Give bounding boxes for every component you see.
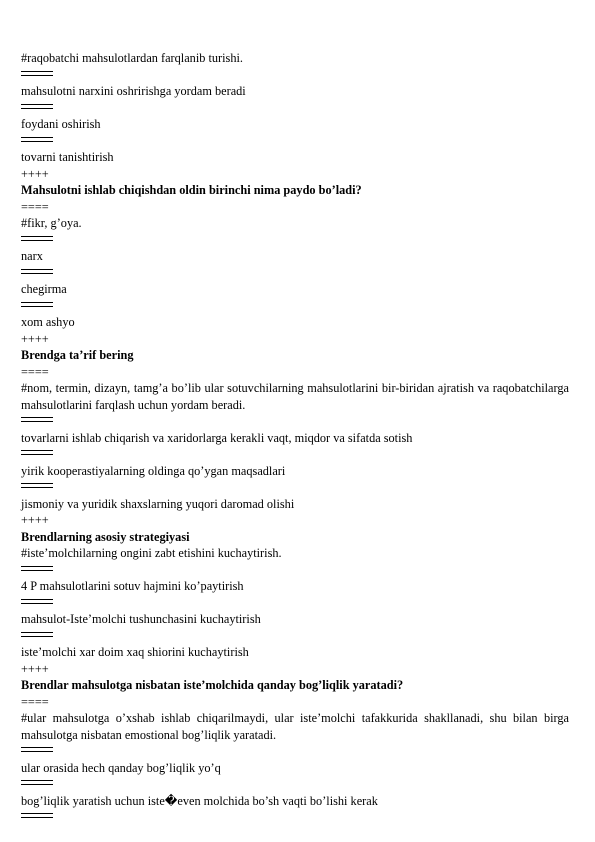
answer-option: ====	[21, 694, 49, 709]
answer-option: #iste’molchilarning ongini zabt etishini kuchaytirish.	[21, 546, 282, 560]
question-delimiter: ++++	[21, 331, 49, 346]
question-text: Mahsulotni ishlab chiqishdan oldin birinchi nima paydo bo’ladi?	[21, 183, 362, 197]
separator-line	[21, 743, 569, 760]
answer-option: xom ashyo	[21, 315, 75, 329]
separator-line	[21, 232, 569, 249]
separator-line	[21, 628, 569, 645]
answer-option: mahsulotni narxini oshririshga yordam beradi	[21, 84, 246, 98]
answer-option: foydani oshirish	[21, 117, 101, 131]
question-delimiter: ++++	[21, 166, 49, 181]
separator-line	[21, 446, 569, 463]
answer-paragraph: #nom, termin, dizayn, tamg’a bo’lib ular sotuvchilarning mahsulotlarini bir-biridan ajratish va raqobatchilarga mahsulotlarini farqlash uchun yordam beradi.	[21, 381, 569, 412]
question-delimiter: ++++	[21, 513, 49, 527]
separator-line	[21, 479, 569, 496]
answer-option: bog’liqlik yaratish uchun iste�even molchida bo’sh vaqti bo’lishi kerak	[21, 793, 378, 808]
answer-option: yirik kooperastiyalarning oldinga qo’ygan maqsadlari	[21, 463, 286, 478]
answer-option: tovarni tanishtirish	[21, 150, 114, 164]
answer-option: iste’molchi xar doim xaq shiorini kuchaytirish	[21, 645, 249, 659]
answer-option: mahsulot-Iste’molchi tushunchasini kuchaytirish	[21, 612, 261, 626]
question-text: Brendlar mahsulotga nisbatan iste’molchida qanday bog’liqlik yaratadi?	[21, 678, 404, 692]
answer-option: #fikr, g’oya.	[21, 216, 82, 230]
separator-line	[21, 776, 569, 793]
answer-option: tovarlarni ishlab chiqarish va xaridorlarga kerakli vaqt, miqdor va sifatda sotish	[21, 430, 413, 445]
answer-option: narx	[21, 249, 43, 263]
separator-line	[21, 265, 569, 282]
separator-line	[21, 562, 569, 579]
separator-line	[21, 413, 569, 430]
question-delimiter: ++++	[21, 661, 49, 676]
separator-line	[21, 298, 569, 315]
answer-option: #raqobatchi mahsulotlardan farqlanib turishi.	[21, 51, 243, 65]
answer-option: ular orasida hech qanday bog’liqlik yo’q	[21, 760, 221, 775]
separator-line	[21, 100, 569, 117]
separator-line	[21, 595, 569, 612]
answer-paragraph: #ular mahsulotga o’xshab ishlab chiqarilmaydi, ular iste’molchi tafakkurida shakllanadi, shu bilan birga mahsulotga nisbatan emostional bog’liqlik yaratadi.	[21, 711, 569, 742]
document-body	[21, 50, 569, 826]
answer-option: 4 P mahsulotlarini sotuv hajmini ko’paytirish	[21, 579, 244, 593]
answer-option: ====	[21, 199, 49, 214]
answer-option: ====	[21, 364, 49, 379]
question-text: Brendga ta’rif bering	[21, 348, 134, 362]
answer-option: chegirma	[21, 282, 67, 296]
question-text: Brendlarning asosiy strategiyasi	[21, 529, 190, 544]
separator-line	[21, 67, 569, 84]
answer-option: jismoniy va yuridik shaxslarning yuqori daromad olishi	[21, 496, 295, 511]
separator-line	[21, 809, 569, 826]
separator-line	[21, 133, 569, 150]
